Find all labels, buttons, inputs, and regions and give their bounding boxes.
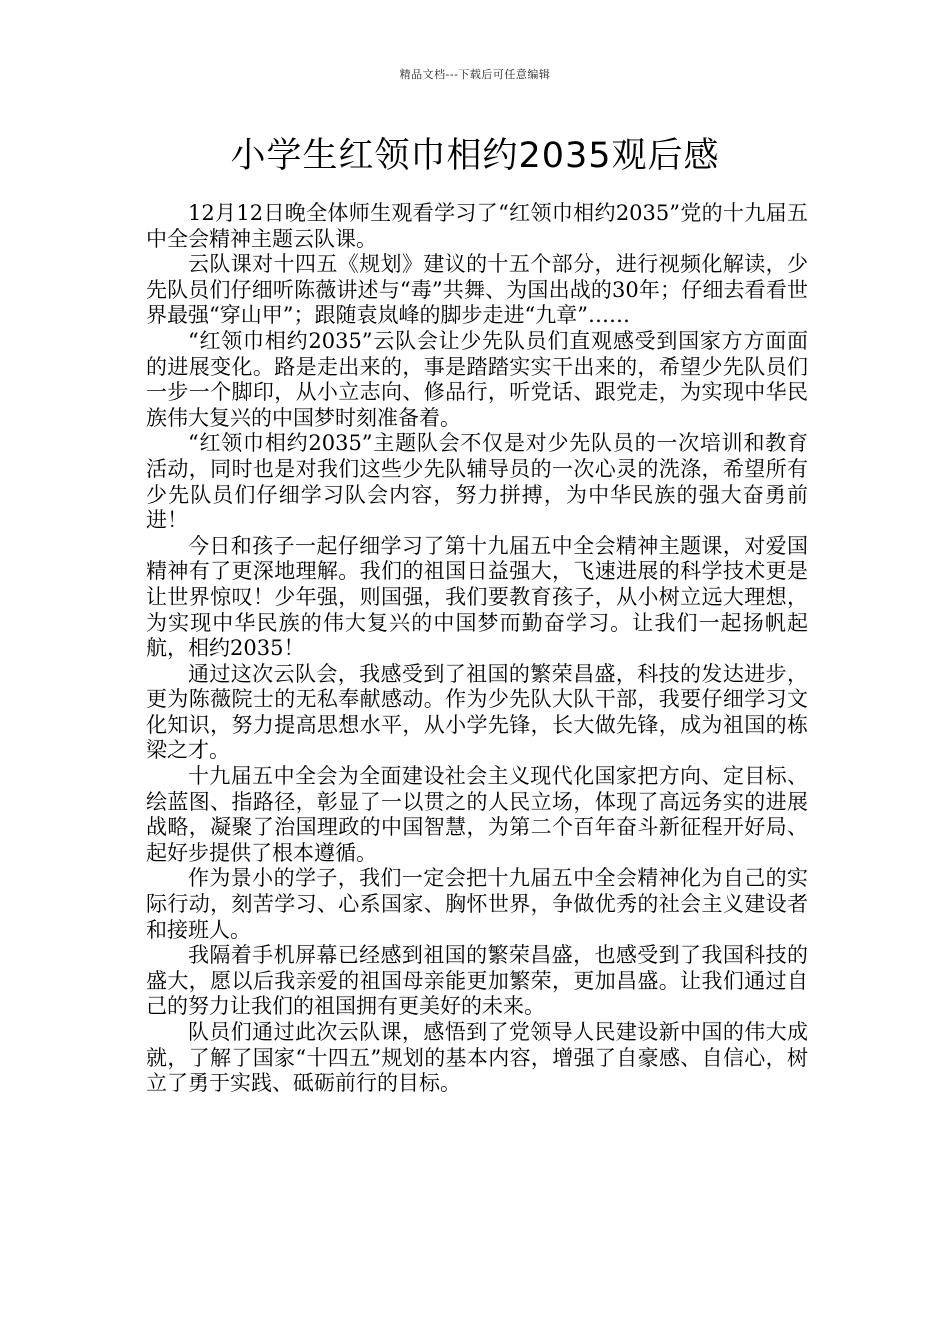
paragraph-6: 通过这次云队会，我感受到了祖国的繁荣昌盛，科技的发达进步，更为陈薇院士的无私奉献感动。作为少先队大队干部，我要仔细学习文化知识，努力提高思想水平，从小学先锋，长大做先锋，成为祖国的栋梁之才。: [146, 661, 808, 763]
header-note: 精品文档---下载后可任意编辑: [399, 68, 551, 81]
paragraph-1: 12月12日晚全体师生观看学习了“红领巾相约2035”党的十九届五中全会精神主题云队课。: [146, 201, 808, 251]
paragraph-7: 十九届五中全会为全面建设社会主义现代化国家把方向、定目标、绘蓝图、指路径，彰显了一以贯之的人民立场，体现了高远务实的进展战略，凝聚了治国理政的中国智慧，为第二个百年奋斗新征程开好局、起好步提供了根本遵循。: [146, 764, 808, 865]
paragraph-5: 今日和孩子一起仔细学习了第十九届五中全会精神主题课，对爱国精神有了更深地理解。我们的祖国日益强大，飞速进展的科学技术更是让世界惊叹！少年强，则国强，我们要教育孩子，从小树立远大理想，为实现中华民族的伟大复兴的中国梦而勤奋学习。让我们一起扬帆起航，相约2035！: [146, 533, 808, 661]
document-title: 小学生红领巾相约2035观后感: [230, 136, 720, 176]
paragraph-10: 队员们通过此次云队课，感悟到了党领导人民建设新中国的伟大成就，了解了国家“十四五”规划的基本内容，增强了自豪感、自信心，树立了勇于实践、砥砺前行的目标。: [146, 1020, 808, 1096]
paragraph-3: “红领巾相约2035”云队会让少先队员们直观感受到国家方方面面的进展变化。路是走出来的，事是踏踏实实干出来的，希望少先队员们一步一个脚印，从小立志向、修品行，听党话、跟党走，为实现中华民族伟大复兴的中国梦时刻准备着。: [146, 328, 808, 430]
paragraph-9: 我隔着手机屏幕已经感到祖国的繁荣昌盛，也感受到了我国科技的盛大，愿以后我亲爱的祖国母亲能更加繁荣，更加昌盛。让我们通过自己的努力让我们的祖国拥有更美好的未来。: [146, 943, 808, 1019]
paragraph-8: 作为景小的学子，我们一定会把十九届五中全会精神化为自己的实际行动，刻苦学习、心系国家、胸怀世界，争做优秀的社会主义建设者和接班人。: [146, 866, 808, 942]
paragraph-4: “红领巾相约2035”主题队会不仅是对少先队员的一次培训和教育活动，同时也是对我们这些少先队辅导员的一次心灵的洗涤，希望所有少先队员们仔细学习队会内容，努力拼搏，为中华民族的强大奋勇前进！: [146, 431, 808, 533]
paragraph-2: 云队课对十四五《规划》建议的十五个部分，进行视频化解读，少先队员们仔细听陈薇讲述与“毒”共舞、为国出战的30年；仔细去看看世界最强“穿山甲”；跟随袁岚峰的脚步走进“九章”……: [146, 252, 808, 328]
document-body: [146, 201, 808, 1097]
